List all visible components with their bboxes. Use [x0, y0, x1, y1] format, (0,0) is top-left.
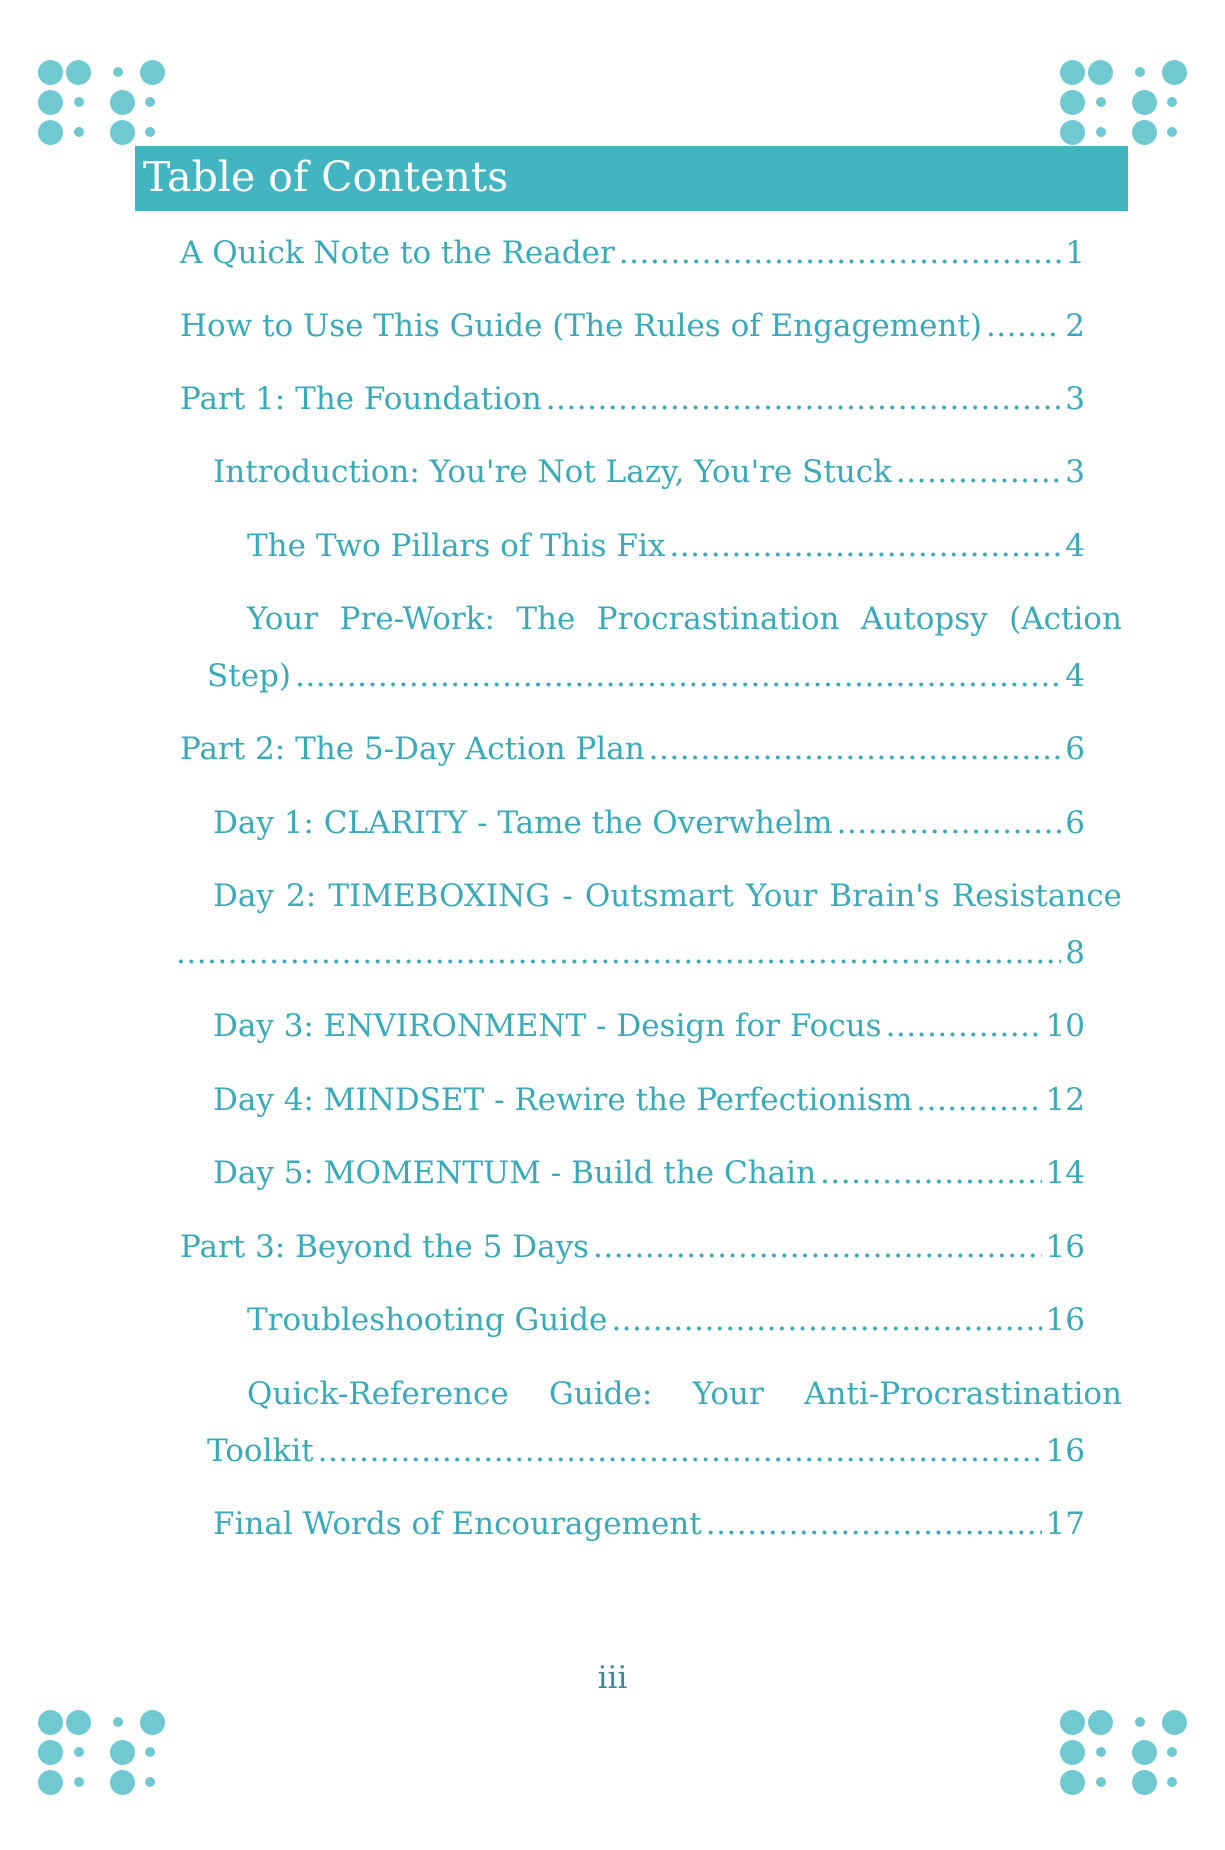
toc-entry-wrapped-line[interactable]: Day 2: TIMEBOXING - Outsmart Your Brain's Resistance: [213, 878, 1122, 914]
decorative-dot: [38, 1740, 63, 1765]
decorative-dot: [38, 1710, 63, 1735]
toc-entry[interactable]: Day 3: ENVIRONMENT - Design for Focus ..... 10: [213, 1006, 1085, 1046]
toc-entry[interactable]: Day 1: CLARITY - Tame the Overwhelm ..... 6: [213, 803, 1085, 843]
decorative-dot: [110, 120, 135, 145]
decorative-dot: [1060, 1740, 1085, 1765]
decorative-dot: [1132, 1740, 1157, 1765]
decorative-dot: [74, 1777, 84, 1787]
decorative-dot: [1162, 1710, 1187, 1735]
toc-entry[interactable]: How to Use This Guide (The Rules of Engagement) ..... 2: [180, 306, 1085, 346]
toc-entry[interactable]: Part 3: Beyond the 5 Days ..... 16: [180, 1227, 1085, 1267]
decorative-dot: [113, 67, 123, 77]
decorative-dot: [74, 127, 84, 137]
decorative-dot: [66, 60, 91, 85]
decorative-dot: [1132, 120, 1157, 145]
decorative-dot: [1096, 97, 1106, 107]
toc-entry[interactable]: Introduction: You're Not Lazy, You're Stuck ..... 3: [213, 452, 1085, 492]
decorative-dot: [1060, 60, 1085, 85]
corner-decoration-bottom-right: [1060, 1710, 1210, 1820]
decorative-dot: [1135, 1717, 1145, 1727]
toc-entry[interactable]: Step) ..... 4: [207, 656, 1085, 696]
decorative-dot: [145, 1747, 155, 1757]
toc-entry-wrapped-line[interactable]: Quick-Reference Guide: Your Anti-Procrastination: [247, 1376, 1122, 1412]
decorative-dot: [110, 1740, 135, 1765]
decorative-dot: [145, 1777, 155, 1787]
toc-entry-wrapped-line[interactable]: Your Pre-Work: The Procrastination Autopsy (Action: [247, 601, 1122, 637]
decorative-dot: [38, 90, 63, 115]
decorative-dot: [1088, 1710, 1113, 1735]
toc-entry[interactable]: Final Words of Encouragement ..... 17: [213, 1504, 1085, 1544]
decorative-dot: [113, 1717, 123, 1727]
toc-entry[interactable]: Troubleshooting Guide ..... 16: [247, 1300, 1085, 1340]
decorative-dot: [1060, 90, 1085, 115]
decorative-dot: [74, 1747, 84, 1757]
decorative-dot: [110, 1770, 135, 1795]
decorative-dot: [1132, 1770, 1157, 1795]
toc-entry[interactable]: A Quick Note to the Reader ..... 1: [180, 233, 1085, 273]
toc-entry[interactable]: Day 5: MOMENTUM - Build the Chain ..... 14: [213, 1153, 1085, 1193]
toc-entry[interactable]: Toolkit ..... 16: [207, 1431, 1085, 1471]
decorative-dot: [1096, 1777, 1106, 1787]
decorative-dot: [1096, 1747, 1106, 1757]
toc-entry[interactable]: ..... 8: [176, 933, 1085, 973]
decorative-dot: [38, 1770, 63, 1795]
page-number: iii: [597, 1660, 628, 1696]
decorative-dot: [1088, 60, 1113, 85]
decorative-dot: [1167, 127, 1177, 137]
decorative-dot: [1060, 120, 1085, 145]
decorative-dot: [145, 127, 155, 137]
decorative-dot: [110, 90, 135, 115]
decorative-dot: [1162, 60, 1187, 85]
decorative-dot: [145, 97, 155, 107]
page-title: Table of Contents: [143, 153, 509, 201]
decorative-dot: [38, 60, 63, 85]
toc-entry[interactable]: Part 1: The Foundation ..... 3: [180, 379, 1085, 419]
decorative-dot: [66, 1710, 91, 1735]
decorative-dot: [1167, 1777, 1177, 1787]
decorative-dot: [1167, 1747, 1177, 1757]
decorative-dot: [1060, 1710, 1085, 1735]
decorative-dot: [1135, 67, 1145, 77]
toc-entry[interactable]: Part 2: The 5-Day Action Plan ..... 6: [180, 729, 1085, 769]
decorative-dot: [1060, 1770, 1085, 1795]
decorative-dot: [38, 120, 63, 145]
decorative-dot: [1167, 97, 1177, 107]
decorative-dot: [140, 60, 165, 85]
toc-entry[interactable]: Day 4: MINDSET - Rewire the Perfectionism ..... 12: [213, 1080, 1085, 1120]
decorative-dot: [1132, 90, 1157, 115]
decorative-dot: [1096, 127, 1106, 137]
toc-entry[interactable]: The Two Pillars of This Fix ..... 4: [247, 526, 1085, 566]
decorative-dot: [74, 97, 84, 107]
toc-header-banner: [135, 146, 1128, 211]
corner-decoration-bottom-left: [38, 1710, 188, 1820]
decorative-dot: [140, 1710, 165, 1735]
